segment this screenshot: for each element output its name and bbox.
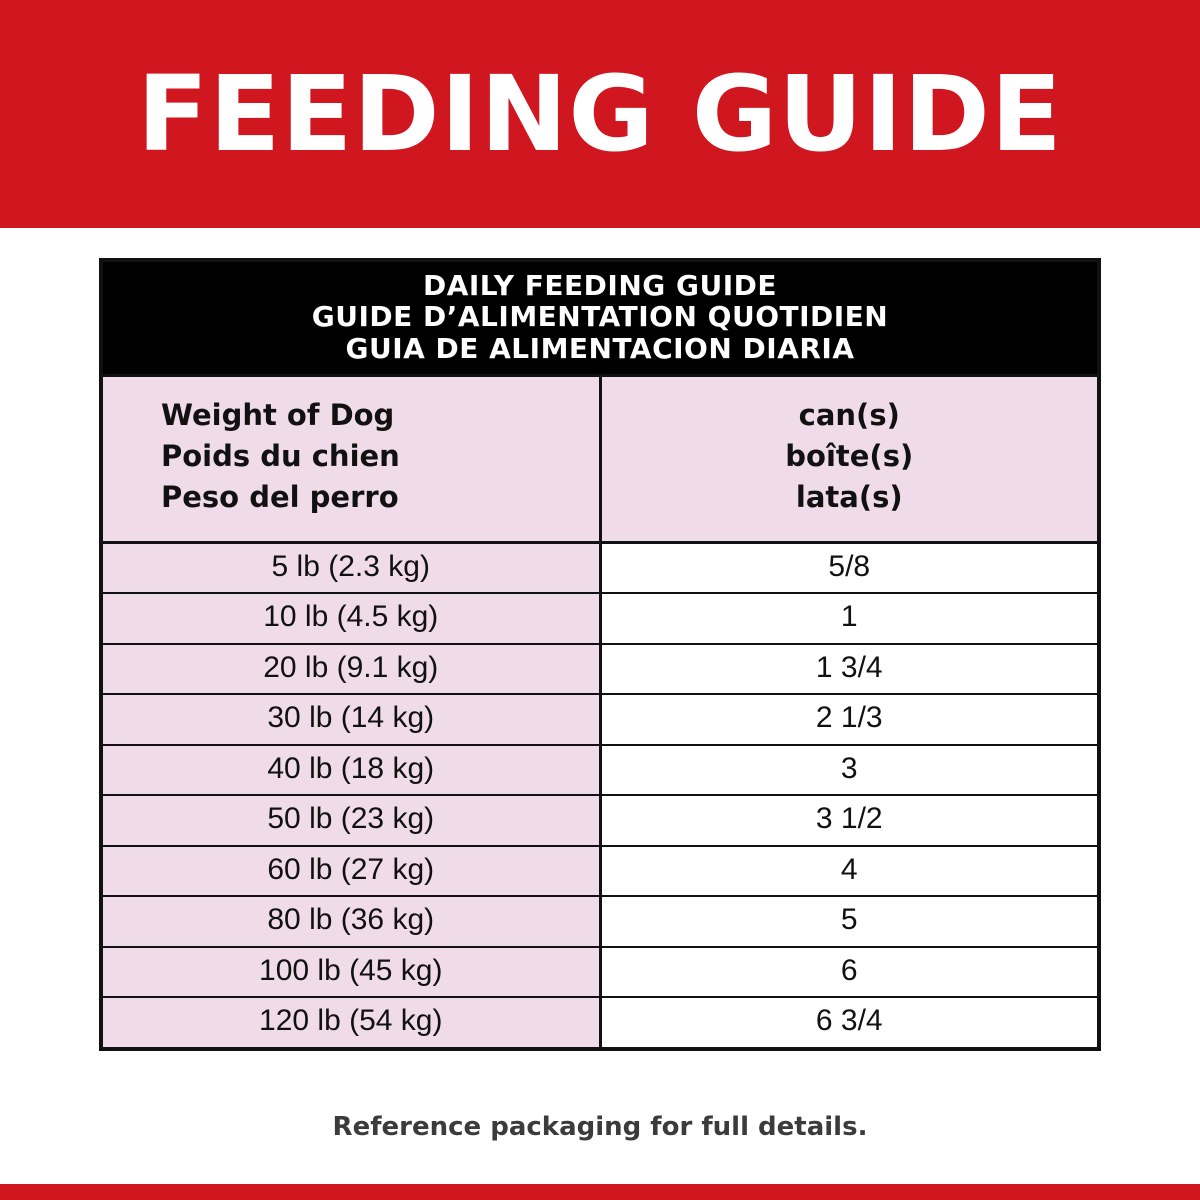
amount-label-es: lata(s) [795,480,903,515]
amount-label-en: can(s) [798,398,900,433]
page-banner [0,0,1200,228]
feeding-guide-table [103,262,1097,1047]
row-weight: 20 lb (9.1 kg) [103,644,600,695]
row-weight: 120 lb (54 kg) [103,997,600,1047]
row-weight: 100 lb (45 kg) [103,947,600,998]
amount-column-header [600,376,1097,543]
header-line-en: DAILY FEEDING GUIDE [422,269,778,302]
row-weight: 5 lb (2.3 kg) [103,542,600,593]
amount-label-fr: boîte(s) [785,439,914,474]
row-amount: 6 3/4 [600,997,1097,1047]
table-subheader-row [103,376,1097,543]
row-weight: 10 lb (4.5 kg) [103,593,600,644]
row-amount: 4 [600,846,1097,897]
row-weight: 60 lb (27 kg) [103,846,600,897]
row-amount: 5/8 [600,542,1097,593]
row-amount: 3 1/2 [600,795,1097,846]
weight-column-header [103,376,600,543]
weight-label-fr: Poids du chien [161,439,400,474]
row-weight: 40 lb (18 kg) [103,745,600,796]
row-weight: 50 lb (23 kg) [103,795,600,846]
table-body [103,262,1097,1047]
row-weight: 30 lb (14 kg) [103,694,600,745]
header-line-es: GUIA DE ALIMENTACION DIARIA [345,331,855,365]
row-weight: 80 lb (36 kg) [103,896,600,947]
table-row [103,846,1097,897]
table-row [103,795,1097,846]
table-row [103,644,1097,695]
table-row [103,542,1097,593]
table-row [103,896,1097,947]
weight-label-en: Weight of Dog [161,398,395,433]
bottom-accent-strip [0,1184,1200,1200]
footnote-text: Reference packaging for full details. [332,1112,868,1142]
row-amount: 1 [600,593,1097,644]
table-row [103,745,1097,796]
header-line-fr: GUIDE D’ALIMENTATION QUOTIDIEN [311,300,889,334]
row-amount: 1 3/4 [600,644,1097,695]
feeding-guide-table-container [99,258,1101,1051]
page-title: FEEDING GUIDE [137,53,1063,175]
row-amount: 6 [600,947,1097,998]
row-amount: 2 1/3 [600,694,1097,745]
row-amount: 5 [600,896,1097,947]
table-row [103,694,1097,745]
row-amount: 3 [600,745,1097,796]
weight-label-es: Peso del perro [161,480,399,515]
table-header-row [103,262,1097,376]
table-row [103,593,1097,644]
table-row [103,947,1097,998]
table-header-cell [103,262,1097,376]
table-row [103,997,1097,1047]
